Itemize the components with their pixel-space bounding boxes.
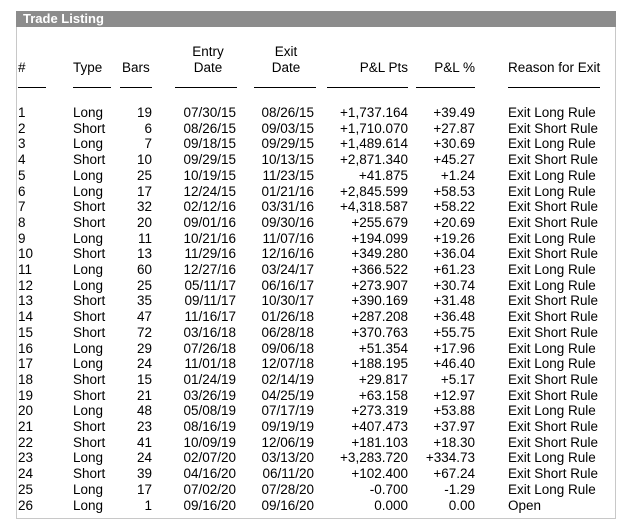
- trade-pl-points: +255.679: [351, 214, 408, 230]
- trade-bars: 47: [136, 309, 152, 325]
- trade-exit-reason: Exit Short Rule: [508, 466, 599, 482]
- trade-type: Long: [73, 230, 104, 246]
- trade-type: Long: [73, 262, 104, 277]
- trade-pl-percent: -1.29: [444, 481, 475, 497]
- trade-type: Short: [73, 324, 106, 340]
- trade-number: 26: [18, 497, 34, 513]
- trade-entry-date: 07/02/20: [183, 481, 236, 497]
- table-row: [0, 136, 640, 152]
- header-exit-line2: Date: [271, 60, 301, 75]
- trade-pl-percent: 0.00: [448, 497, 475, 513]
- trade-type: Long: [73, 481, 104, 497]
- trade-number: 2: [18, 120, 26, 136]
- trade-entry-date: 09/11/17: [184, 293, 236, 309]
- trade-type: Long: [73, 403, 104, 419]
- trade-bars: 17: [136, 481, 152, 497]
- trade-entry-date: 11/16/17: [184, 309, 236, 325]
- trade-pl-points: +366.522: [351, 262, 408, 277]
- trade-pl-percent: +67.24: [433, 466, 475, 482]
- trade-exit-reason: Exit Long Rule: [508, 340, 596, 356]
- trade-exit-reason: Exit Short Rule: [508, 120, 599, 136]
- trade-pl-points: +349.280: [351, 246, 408, 262]
- table-row: [0, 184, 640, 200]
- trade-exit-reason: Exit Long Rule: [508, 105, 596, 120]
- trade-exit-date: 10/30/17: [261, 293, 314, 309]
- table-row: [0, 403, 640, 419]
- trade-pl-percent: +5.17: [440, 371, 475, 387]
- header-rule-bars: [120, 87, 152, 88]
- trade-entry-date: 07/26/18: [183, 340, 236, 356]
- header-rule-pl-points: [327, 87, 408, 88]
- trade-bars: 20: [136, 214, 152, 230]
- table-row: [0, 215, 640, 231]
- trade-bars: 7: [144, 136, 152, 152]
- trade-bars: 32: [136, 199, 152, 215]
- trade-pl-percent: +1.24: [440, 167, 475, 183]
- trade-entry-date: 02/07/20: [183, 450, 236, 466]
- trade-exit-reason: Exit Short Rule: [508, 309, 599, 325]
- trade-entry-date: 09/29/15: [183, 152, 236, 168]
- trade-pl-points: +4,318.587: [340, 199, 408, 215]
- trade-bars: 48: [136, 403, 152, 419]
- trade-pl-percent: +53.88: [433, 403, 475, 419]
- trade-exit-reason: Exit Short Rule: [508, 371, 599, 387]
- trade-type: Short: [73, 214, 106, 230]
- trade-bars: 13: [136, 246, 152, 262]
- table-row: [0, 231, 640, 247]
- trade-type: Long: [73, 356, 104, 372]
- trade-entry-date: 07/30/15: [183, 105, 236, 120]
- trade-exit-reason: Exit Long Rule: [508, 167, 596, 183]
- trade-pl-points: +194.099: [351, 230, 408, 246]
- trade-entry-date: 02/12/16: [183, 199, 236, 215]
- header-entry-line2: Date: [193, 60, 223, 75]
- trade-pl-points: +41.875: [358, 167, 408, 183]
- table-row: [0, 450, 640, 466]
- trade-type: Short: [73, 466, 106, 482]
- trade-exit-date: 09/29/15: [261, 136, 314, 152]
- trade-number: 18: [18, 371, 34, 387]
- trade-number: 22: [18, 434, 34, 450]
- trade-type: Short: [73, 246, 106, 262]
- trade-type: Short: [73, 152, 106, 168]
- trade-bars: 29: [136, 340, 152, 356]
- table-row: [0, 105, 640, 121]
- trade-bars: 19: [136, 105, 152, 120]
- trade-number: 5: [18, 167, 26, 183]
- trade-exit-date: 03/24/17: [261, 262, 314, 277]
- trade-number: 25: [18, 481, 34, 497]
- table-row: [0, 356, 640, 372]
- table-row: [0, 293, 640, 309]
- header-reason: Reason for Exit: [508, 60, 601, 75]
- trade-number: 12: [18, 277, 34, 293]
- trade-bars: 25: [136, 167, 152, 183]
- trade-exit-date: 01/26/18: [261, 309, 314, 325]
- table-row: [0, 466, 640, 482]
- trade-exit-date: 07/28/20: [261, 481, 314, 497]
- trade-exit-date: 03/31/16: [261, 199, 314, 215]
- trade-type: Long: [73, 167, 104, 183]
- trade-type: Short: [73, 419, 106, 434]
- trade-exit-date: 08/26/15: [261, 105, 314, 120]
- trade-number: 3: [18, 136, 26, 152]
- trade-exit-reason: Exit Short Rule: [508, 214, 599, 230]
- trade-pl-points: +287.208: [351, 309, 408, 325]
- trade-entry-date: 05/11/17: [184, 277, 236, 293]
- header-pl-points: P&L Pts: [359, 60, 408, 75]
- header-bars: Bars: [122, 60, 150, 75]
- trade-exit-date: 06/16/17: [261, 277, 314, 293]
- trade-number: 10: [18, 246, 34, 262]
- trade-type: Long: [73, 277, 104, 293]
- trade-entry-date: 08/26/15: [183, 120, 236, 136]
- trade-exit-date: 12/16/16: [261, 246, 314, 262]
- trade-exit-date: 11/07/16: [262, 230, 314, 246]
- trade-pl-percent: +18.30: [433, 434, 475, 450]
- trade-exit-date: 09/06/18: [261, 340, 314, 356]
- trade-type: Short: [73, 199, 106, 215]
- table-row: [0, 341, 640, 357]
- trade-number: 4: [18, 152, 26, 168]
- table-row: [0, 246, 640, 262]
- trade-type: Short: [73, 387, 106, 403]
- trade-pl-points: +102.400: [351, 466, 408, 482]
- trade-entry-date: 05/08/19: [183, 403, 236, 419]
- trade-exit-date: 02/14/19: [261, 371, 314, 387]
- trade-pl-percent: +39.49: [433, 105, 475, 120]
- trade-bars: 24: [136, 450, 152, 466]
- table-row: [0, 498, 640, 514]
- trade-pl-percent: +27.87: [433, 120, 475, 136]
- trade-pl-points: +29.817: [358, 371, 408, 387]
- trade-pl-points: +273.907: [351, 277, 408, 293]
- trade-exit-date: 12/07/18: [261, 356, 314, 372]
- header-exit-line1: Exit: [274, 44, 298, 59]
- trade-type: Long: [73, 136, 104, 152]
- header-rule-number: [18, 87, 46, 88]
- trade-pl-percent: +30.69: [433, 136, 475, 152]
- trade-type: Long: [73, 340, 104, 356]
- trade-pl-percent: +17.96: [433, 340, 475, 356]
- trade-exit-reason: Exit Long Rule: [508, 277, 596, 293]
- trade-pl-percent: +12.97: [433, 387, 475, 403]
- table-row: [0, 372, 640, 388]
- trade-pl-points: +370.763: [351, 324, 408, 340]
- trade-bars: 11: [137, 230, 152, 246]
- trade-bars: 6: [144, 120, 152, 136]
- trade-bars: 41: [136, 434, 152, 450]
- trade-pl-points: +1,489.614: [340, 136, 408, 152]
- trade-bars: 17: [136, 183, 152, 199]
- trade-exit-reason: Exit Short Rule: [508, 152, 599, 168]
- trade-pl-points: +1,710.070: [340, 120, 408, 136]
- panel-title: Trade Listing: [16, 11, 616, 27]
- trade-exit-reason: Exit Short Rule: [508, 246, 599, 262]
- trade-exit-reason: Open: [508, 497, 542, 513]
- table-row: [0, 152, 640, 168]
- trade-entry-date: 03/16/18: [183, 324, 236, 340]
- trade-pl-points: +1,737.164: [340, 105, 408, 120]
- trade-exit-date: 07/17/19: [261, 403, 314, 419]
- table-row: [0, 262, 640, 278]
- trade-type: Short: [73, 293, 106, 309]
- trade-exit-date: 06/11/20: [262, 466, 314, 482]
- trade-bars: 35: [136, 293, 152, 309]
- trade-bars: 60: [136, 262, 152, 277]
- trade-pl-percent: +45.27: [433, 152, 475, 168]
- trade-type: Long: [73, 183, 104, 199]
- header-rule-type: [73, 87, 111, 88]
- table-row: [0, 168, 640, 184]
- header-number: #: [18, 60, 26, 75]
- trade-pl-points: -0.700: [369, 481, 408, 497]
- trade-entry-date: 09/01/16: [183, 214, 236, 230]
- trade-number: 21: [18, 419, 34, 434]
- table-row: [0, 482, 640, 498]
- table-row: [0, 388, 640, 404]
- trade-exit-date: 06/28/18: [261, 324, 314, 340]
- trade-entry-date: 11/29/16: [184, 246, 236, 262]
- trade-exit-reason: Exit Short Rule: [508, 199, 599, 215]
- trade-number: 24: [18, 466, 34, 482]
- trade-pl-percent: +31.48: [433, 293, 475, 309]
- trade-pl-percent: +30.74: [433, 277, 475, 293]
- trade-exit-reason: Exit Long Rule: [508, 262, 596, 277]
- trade-entry-date: 10/21/16: [183, 230, 236, 246]
- trade-pl-percent: +19.26: [433, 230, 475, 246]
- trade-pl-points: +2,871.340: [340, 152, 408, 168]
- trade-exit-reason: Exit Long Rule: [508, 183, 596, 199]
- trade-number: 7: [18, 199, 26, 215]
- trade-pl-percent: +36.04: [433, 246, 475, 262]
- header-rule-exit: [254, 87, 316, 88]
- trade-pl-points: +390.169: [351, 293, 408, 309]
- trade-pl-percent: +36.48: [433, 309, 475, 325]
- trade-exit-date: 11/23/15: [262, 167, 314, 183]
- trade-number: 23: [18, 450, 34, 466]
- table-row: [0, 435, 640, 451]
- trade-exit-date: 09/16/20: [261, 497, 314, 513]
- trade-entry-date: 12/27/16: [183, 262, 236, 277]
- trade-exit-date: 09/30/16: [261, 214, 314, 230]
- trade-exit-reason: Exit Long Rule: [508, 481, 596, 497]
- trade-number: 17: [18, 356, 34, 372]
- trade-bars: 23: [136, 419, 152, 434]
- trade-number: 9: [18, 230, 26, 246]
- trade-number: 20: [18, 403, 34, 419]
- trade-number: 6: [18, 183, 26, 199]
- trade-pl-points: +407.473: [351, 419, 408, 434]
- trade-exit-date: 10/13/15: [261, 152, 314, 168]
- trade-entry-date: 10/09/19: [183, 434, 236, 450]
- trade-exit-reason: Exit Long Rule: [508, 356, 596, 372]
- trade-number: 19: [18, 387, 34, 403]
- trade-entry-date: 08/16/19: [183, 419, 236, 434]
- trade-entry-date: 04/16/20: [183, 466, 236, 482]
- trade-entry-date: 10/19/15: [183, 167, 236, 183]
- trade-number: 14: [18, 309, 34, 325]
- trade-entry-date: 01/24/19: [183, 371, 236, 387]
- trade-bars: 25: [136, 277, 152, 293]
- trade-type: Short: [73, 120, 106, 136]
- trade-exit-date: 09/19/19: [261, 419, 314, 434]
- header-rule-reason: [508, 87, 600, 88]
- trade-pl-percent: +58.53: [433, 183, 475, 199]
- trade-number: 16: [18, 340, 34, 356]
- trade-bars: 10: [136, 152, 152, 168]
- trade-bars: 39: [136, 466, 152, 482]
- trade-type: Long: [73, 450, 104, 466]
- trade-pl-percent: +55.75: [433, 324, 475, 340]
- trade-pl-percent: +46.40: [433, 356, 475, 372]
- trade-type: Long: [73, 105, 104, 120]
- trade-exit-reason: Exit Long Rule: [508, 403, 596, 419]
- trade-pl-points: +63.158: [358, 387, 408, 403]
- trade-exit-reason: Exit Long Rule: [508, 450, 596, 466]
- table-row: [0, 419, 640, 435]
- header-rule-entry: [175, 87, 237, 88]
- trade-exit-reason: Exit Short Rule: [508, 434, 599, 450]
- trade-exit-reason: Exit Short Rule: [508, 324, 599, 340]
- trade-entry-date: 09/16/20: [183, 497, 236, 513]
- trade-exit-date: 12/06/19: [261, 434, 314, 450]
- table-row: [0, 278, 640, 294]
- header-rule-pl-percent: [416, 87, 475, 88]
- trade-bars: 1: [144, 497, 152, 513]
- table-row: [0, 325, 640, 341]
- trade-pl-points: +181.103: [351, 434, 408, 450]
- header-entry-line1: Entry: [192, 44, 224, 59]
- trade-entry-date: 12/24/15: [183, 183, 236, 199]
- trade-pl-points: +2,845.599: [340, 183, 408, 199]
- table-row: [0, 309, 640, 325]
- trade-number: 8: [18, 214, 26, 230]
- trade-entry-date: 09/18/15: [183, 136, 236, 152]
- table-row: [0, 199, 640, 215]
- trade-pl-points: +273.319: [351, 403, 408, 419]
- trade-number: 13: [18, 293, 34, 309]
- trade-pl-percent: +37.97: [433, 419, 475, 434]
- trade-pl-percent: +334.73: [425, 450, 475, 466]
- trade-pl-percent: +61.23: [433, 262, 475, 277]
- trade-exit-reason: Exit Short Rule: [508, 419, 599, 434]
- header-type: Type: [73, 60, 103, 75]
- trade-type: Short: [73, 309, 106, 325]
- trade-pl-percent: +20.69: [433, 214, 475, 230]
- header-pl-percent: P&L %: [434, 60, 475, 75]
- table-row: [0, 121, 640, 137]
- trade-exit-date: 09/03/15: [261, 120, 314, 136]
- trade-pl-points: +51.354: [358, 340, 408, 356]
- trade-number: 11: [18, 262, 33, 277]
- trade-pl-points: +3,283.720: [340, 450, 408, 466]
- trade-bars: 24: [136, 356, 152, 372]
- trade-exit-reason: Exit Long Rule: [508, 230, 596, 246]
- trade-entry-date: 11/01/18: [184, 356, 236, 372]
- trade-exit-reason: Exit Long Rule: [508, 136, 596, 152]
- trade-pl-points: 0.000: [374, 497, 408, 513]
- trade-exit-date: 04/25/19: [261, 387, 314, 403]
- trade-entry-date: 03/26/19: [183, 387, 236, 403]
- trade-pl-points: +188.195: [351, 356, 408, 372]
- trade-type: Long: [73, 497, 104, 513]
- trade-exit-date: 01/21/16: [261, 183, 314, 199]
- trade-type: Short: [73, 371, 106, 387]
- trade-bars: 15: [136, 371, 152, 387]
- trade-pl-percent: +58.22: [433, 199, 475, 215]
- trade-bars: 21: [136, 387, 152, 403]
- trade-exit-date: 03/13/20: [261, 450, 314, 466]
- trade-bars: 72: [136, 324, 152, 340]
- trade-exit-reason: Exit Short Rule: [508, 387, 599, 403]
- trade-number: 15: [18, 324, 34, 340]
- trade-type: Short: [73, 434, 106, 450]
- trade-number: 1: [18, 105, 26, 120]
- trade-exit-reason: Exit Short Rule: [508, 293, 599, 309]
